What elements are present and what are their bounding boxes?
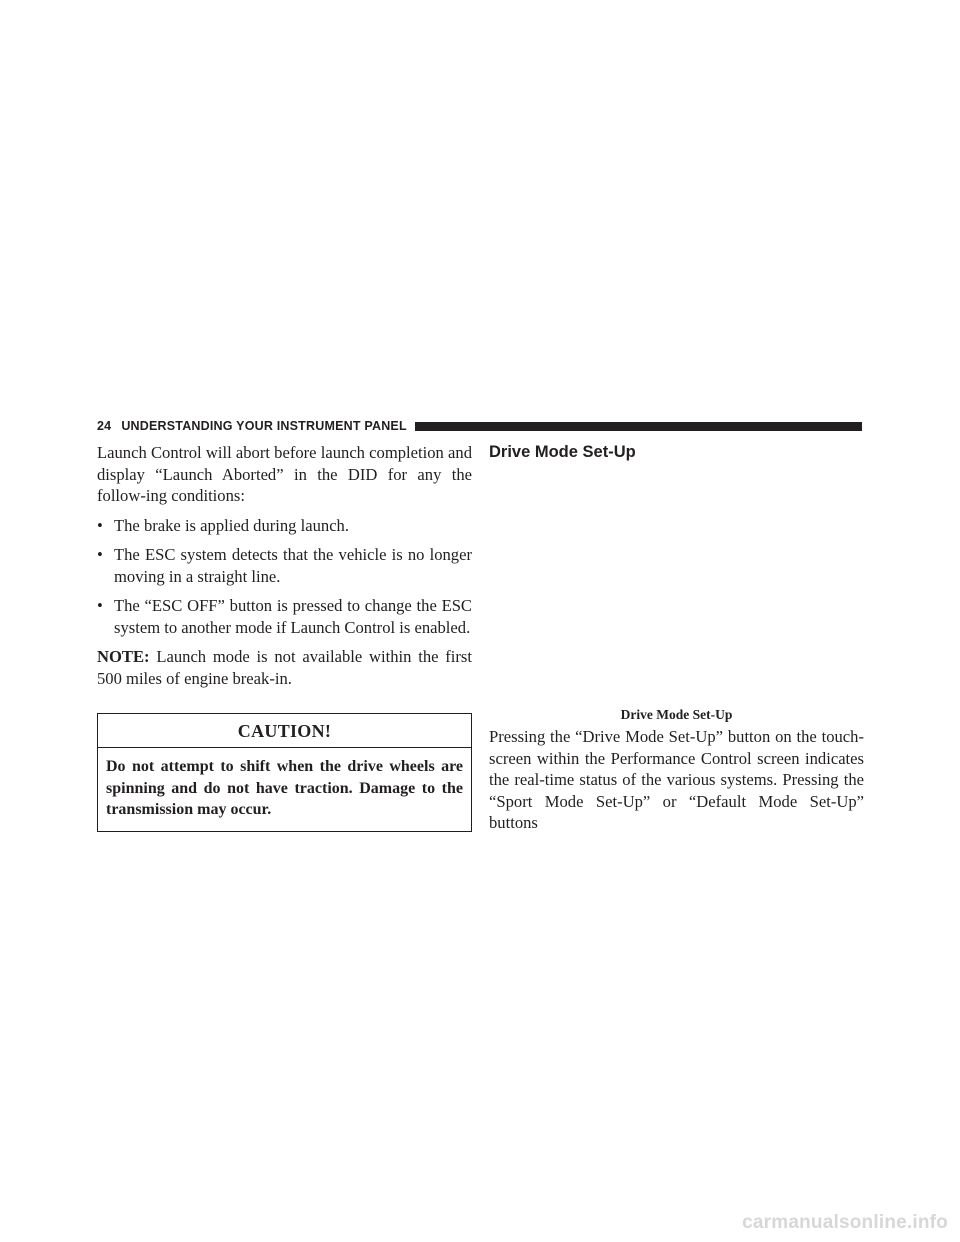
caution-title: CAUTION! [98, 714, 471, 748]
intro-paragraph: Launch Control will abort before launch completion and display “Launch Aborted” in the DID for any the follow-ing conditions: [97, 443, 472, 505]
bullet-text: The ESC system detects that the vehicle is no longer moving in a straight line. [114, 545, 472, 586]
header-rule [415, 422, 862, 431]
body-paragraph: Pressing the “Drive Mode Set-Up” button on the touch-screen within the Performance Control screen indicates the real-time status of the various systems. Pressing the “Sport Mode Set-Up” or “Default Mode Set-Up” buttons [489, 727, 864, 832]
note-text: Launch mode is not available within the first 500 miles of engine break-in. [97, 647, 472, 688]
note-label: NOTE: [97, 647, 150, 666]
bullet-list [97, 515, 472, 639]
page-header [97, 418, 862, 434]
left-column [97, 442, 472, 832]
list-item [97, 544, 472, 587]
caution-body: Do not attempt to shift when the drive wheels are spinning and do not have traction. Damage to the transmission may occur. [106, 758, 463, 818]
figure-placeholder [489, 470, 864, 698]
bullet-icon: • [97, 596, 103, 615]
bullet-icon: • [97, 515, 103, 535]
caution-box [97, 713, 472, 832]
list-item [97, 515, 472, 537]
header-title: UNDERSTANDING YOUR INSTRUMENT PANEL [121, 419, 407, 433]
note-paragraph [97, 646, 472, 689]
bullet-text: The brake is applied during launch. [114, 515, 350, 535]
watermark-text: carmanualsonline.info [742, 1212, 948, 1233]
bullet-icon: • [97, 545, 103, 564]
figure-caption: Drive Mode Set-Up [620, 707, 733, 722]
page-number: 24 [97, 419, 112, 433]
bullet-text: The “ESC OFF” button is pressed to change the ESC system to another mode if Launch Control is enabled. [114, 596, 472, 637]
list-item [97, 595, 472, 638]
section-heading: Drive Mode Set-Up [489, 443, 636, 461]
